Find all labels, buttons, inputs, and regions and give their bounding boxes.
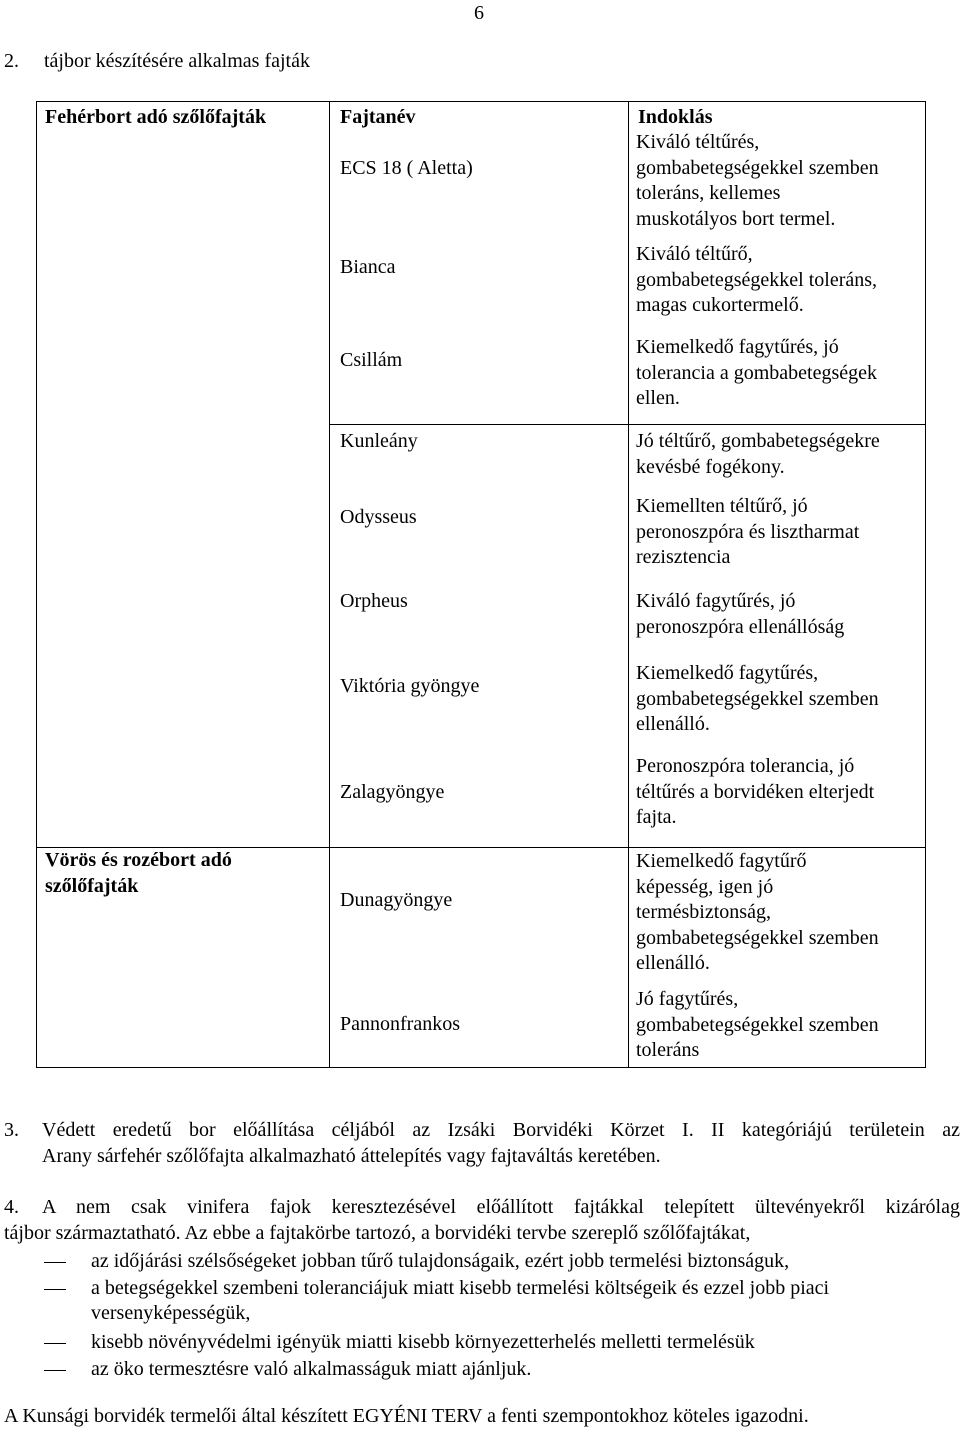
variety-name: Zalagyöngye xyxy=(340,781,445,803)
reason-line: termésbiztonság, xyxy=(636,901,771,924)
column-divider xyxy=(628,102,629,1067)
reason-line: ellen. xyxy=(636,387,680,410)
paragraph-line: tájbor származtatható. Az ebbe a fajtakörbe tartozó, a borvidéki tervbe szereplő szőlőfajtákat, xyxy=(4,1221,751,1244)
reason-line: peronoszpóra ellenállóság xyxy=(636,615,845,638)
variety-reason xyxy=(636,335,877,412)
reason-line: Jó fagytűrés, xyxy=(636,988,739,1010)
footer-note: A Kunsági borvidék termelői által készített EGYÉNI TERV a fenti szempontokhoz köteles igazodni. xyxy=(4,1405,809,1427)
variety-reason xyxy=(636,987,879,1064)
dash-bullet-icon xyxy=(44,1289,66,1290)
variety-name: Odysseus xyxy=(340,506,417,528)
variety-name: Pannonfrankos xyxy=(340,1013,460,1035)
header-reason: Indoklás xyxy=(638,106,713,128)
variety-reason xyxy=(636,242,877,319)
reason-line: ellenálló. xyxy=(636,713,710,736)
reason-line: Kiemelkedő fagytűrő xyxy=(636,850,807,872)
reason-line: Kiemelkedő fagytűrés, jó xyxy=(636,336,839,358)
variety-name: Kunleány xyxy=(340,430,418,452)
reason-line: toleráns xyxy=(636,1039,700,1062)
dash-bullet-icon xyxy=(44,1262,66,1263)
category-line: szőlőfajták xyxy=(45,874,139,897)
paragraph-number: 4. xyxy=(4,1196,19,1218)
reason-line: Kiemellten téltűrő, jó xyxy=(636,495,808,517)
reason-line: magas cukortermelő. xyxy=(636,294,804,317)
red-rose-category xyxy=(45,848,285,899)
reason-line: gombabetegségekkel szemben xyxy=(636,926,879,949)
dash-bullet-icon xyxy=(44,1370,66,1371)
reason-line: tolerancia a gombabetegségek xyxy=(636,361,877,384)
page-number: 6 xyxy=(474,2,484,24)
bullet-text: kisebb növényvédelmi igényük miatti kisebb környezetterhelés melletti termelésük xyxy=(91,1331,755,1353)
variety-name: Bianca xyxy=(340,256,396,278)
reason-line: Kiváló téltűrés, xyxy=(636,131,760,153)
paragraph-line: Arany sárfehér szőlőfajta alkalmazható áttelepítés vagy fajtaváltás keretében. xyxy=(42,1144,661,1167)
variety-name: Orpheus xyxy=(340,590,408,612)
column-divider xyxy=(329,102,330,1067)
bullet-text: az időjárási szélsőségeket jobban tűrő tulajdonságaik, ezért jobb termelési biztonságuk, xyxy=(91,1250,790,1272)
reason-line: fajta. xyxy=(636,806,677,829)
paragraph-4 xyxy=(4,1195,960,1246)
header-variety-name: Fajtanév xyxy=(340,106,416,128)
variety-reason xyxy=(636,429,880,480)
variety-reason xyxy=(636,494,859,571)
header-white-varieties: Fehérbort adó szőlőfajták xyxy=(45,106,267,128)
row-divider xyxy=(329,424,925,425)
reason-line: ellenálló. xyxy=(636,952,710,975)
variety-reason xyxy=(636,849,879,977)
reason-line: gombabetegségekkel szemben xyxy=(636,1013,879,1036)
reason-line: gombabetegségekkel szemben xyxy=(636,156,879,179)
reason-line: Kiváló fagytűrés, jó xyxy=(636,590,796,612)
bullet-text: az öko termesztésre való alkalmasságuk miatt ajánljuk. xyxy=(91,1358,532,1380)
variety-name: Dunagyöngye xyxy=(340,889,453,911)
reason-line: Jó téltűrő, gombabetegségekre xyxy=(636,430,880,452)
section-title: tájbor készítésére alkalmas fajták xyxy=(44,50,310,72)
reason-line: téltűrés a borvidéken elterjedt xyxy=(636,780,875,803)
reason-line: képesség, igen jó xyxy=(636,875,774,898)
reason-line: Kiemelkedő fagytűrés, xyxy=(636,662,819,684)
reason-line: gombabetegségekkel toleráns, xyxy=(636,268,878,291)
bullet-text: a betegségekkel szembeni toleranciájuk miatt kisebb termelési költségeik és ezzel jobb piaci xyxy=(91,1277,830,1299)
reason-line: muskotályos bort termel. xyxy=(636,207,836,230)
paragraph-3 xyxy=(4,1118,960,1169)
reason-line: peronoszpóra és lisztharmat xyxy=(636,520,860,543)
category-line: Vörös és rozébort adó xyxy=(45,849,232,871)
variety-name: Viktória gyöngye xyxy=(340,675,480,697)
reason-line: Kiváló téltűrő, xyxy=(636,243,753,265)
paragraph-line: A nem csak vinifera fajok keresztezésével előállított fajtákkal telepített ültevényekről kizárólag xyxy=(42,1196,960,1218)
dash-bullet-icon xyxy=(44,1343,66,1344)
variety-reason xyxy=(636,130,879,232)
reason-line: kevésbé fogékony. xyxy=(636,455,785,478)
section-number: 2. xyxy=(4,50,19,72)
variety-reason xyxy=(636,661,879,738)
variety-reason xyxy=(636,589,844,640)
grape-variety-table xyxy=(36,101,926,1068)
reason-line: gombabetegségekkel szemben xyxy=(636,687,879,710)
variety-name: Csillám xyxy=(340,349,403,371)
variety-reason xyxy=(636,754,874,831)
reason-line: toleráns, kellemes xyxy=(636,182,781,205)
paragraph-number: 3. xyxy=(4,1119,19,1141)
reason-line: rezisztencia xyxy=(636,546,731,569)
variety-name: ECS 18 ( Aletta) xyxy=(340,157,473,179)
bullet-text: versenyképességük, xyxy=(91,1302,251,1324)
reason-line: Peronoszpóra tolerancia, jó xyxy=(636,755,855,777)
paragraph-line: Védett eredetű bor előállítása céljából az Izsáki Borvidéki Körzet I. II kategóriájú területein az xyxy=(42,1119,960,1141)
